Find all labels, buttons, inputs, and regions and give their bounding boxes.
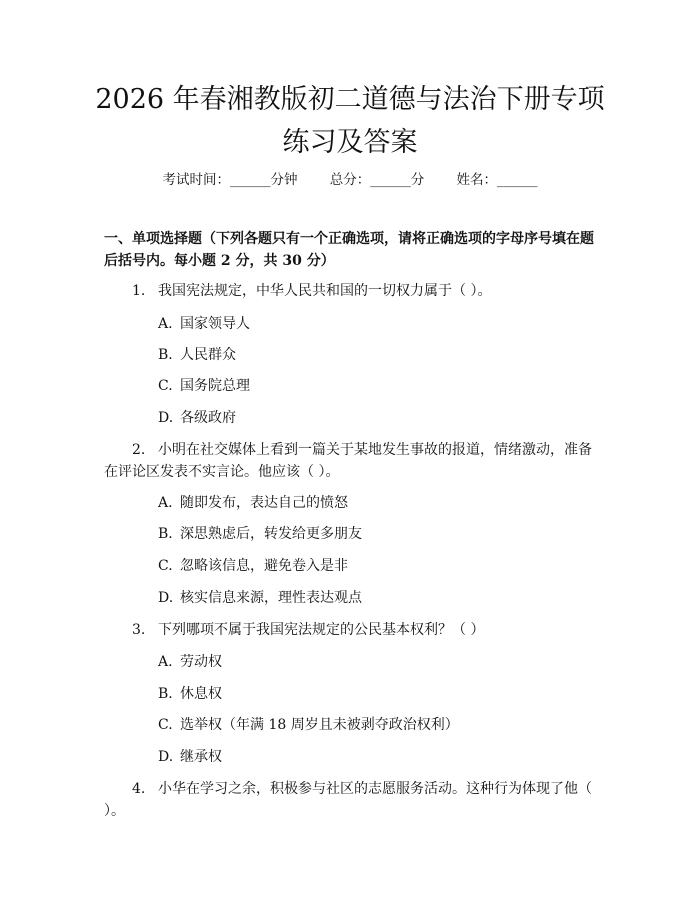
- question-4: [104, 778, 600, 822]
- option-text: 随即发布，表达自己的愤怒: [180, 495, 348, 511]
- question-number: 3.: [132, 622, 146, 638]
- question-text: 我国宪法规定，中华人民共和国的一切权力属于（ ）。: [158, 283, 492, 299]
- exam-time: 考试时间：______分钟: [162, 172, 298, 188]
- question-3-option-a: [158, 651, 598, 673]
- question-1-option-a: [158, 313, 598, 335]
- question-1-option-d: [158, 407, 598, 429]
- option-text: 选举权（年满 18 周岁且未被剥夺政治权利）: [180, 717, 459, 733]
- question-2-option-b: [158, 523, 598, 545]
- question-3-option-c: [158, 714, 598, 736]
- option-text: 休息权: [180, 686, 222, 702]
- option-letter: A.: [158, 316, 173, 332]
- option-letter: C.: [158, 717, 173, 733]
- question-2-option-c: [158, 555, 598, 577]
- question-1: [104, 280, 600, 302]
- question-2-option-d: [158, 587, 598, 609]
- question-3: [104, 619, 600, 641]
- option-letter: B.: [158, 686, 173, 702]
- question-number: 1.: [132, 283, 146, 299]
- section-heading: 一、单项选择题（下列各题只有一个正确选项，请将正确选项的字母序号填在题后括号内。每小题 2 分，共 30 分）: [104, 231, 594, 269]
- question-2-option-a: [158, 492, 598, 514]
- option-text: 劳动权: [180, 654, 222, 670]
- question-3-option-d: [158, 746, 598, 768]
- question-2: [104, 439, 600, 483]
- option-text: 忽略该信息，避免卷入是非: [180, 558, 348, 574]
- student-name: 姓名：______: [456, 172, 538, 188]
- option-text: 深思熟虑后，转发给更多朋友: [180, 526, 362, 542]
- option-text: 各级政府: [180, 410, 236, 426]
- question-1-option-c: [158, 375, 598, 397]
- option-text: 国务院总理: [180, 378, 250, 394]
- option-letter: B.: [158, 526, 173, 542]
- question-3-option-b: [158, 683, 598, 705]
- document-title: 2026 年春湘教版初二道德与法治下册专项练习及答案: [95, 84, 605, 158]
- exam-meta: [0, 168, 700, 188]
- option-letter: D.: [158, 749, 174, 765]
- option-text: 核实信息来源，理性表达观点: [180, 590, 362, 606]
- option-letter: A.: [158, 495, 173, 511]
- question-1-option-b: [158, 344, 598, 366]
- option-text: 人民群众: [180, 347, 236, 363]
- question-text: 下列哪项不属于我国宪法规定的公民基本权利？（ ）: [158, 622, 485, 638]
- question-text: 小华在学习之余，积极参与社区的志愿服务活动。这种行为体现了他（ ）。: [104, 781, 592, 819]
- question-number: 4.: [132, 781, 146, 797]
- option-letter: C.: [158, 378, 173, 394]
- option-text: 继承权: [180, 749, 222, 765]
- option-letter: C.: [158, 558, 173, 574]
- question-text: 小明在社交媒体上看到一篇关于某地发生事故的报道，情绪激动，准备在评论区发表不实言论。他应该（ ）。: [104, 442, 592, 480]
- question-number: 2.: [132, 442, 146, 458]
- option-text: 国家领导人: [180, 316, 250, 332]
- option-letter: D.: [158, 410, 174, 426]
- option-letter: D.: [158, 590, 174, 606]
- option-letter: A.: [158, 654, 173, 670]
- option-letter: B.: [158, 347, 173, 363]
- exam-total-score: 总分：______分: [329, 172, 425, 188]
